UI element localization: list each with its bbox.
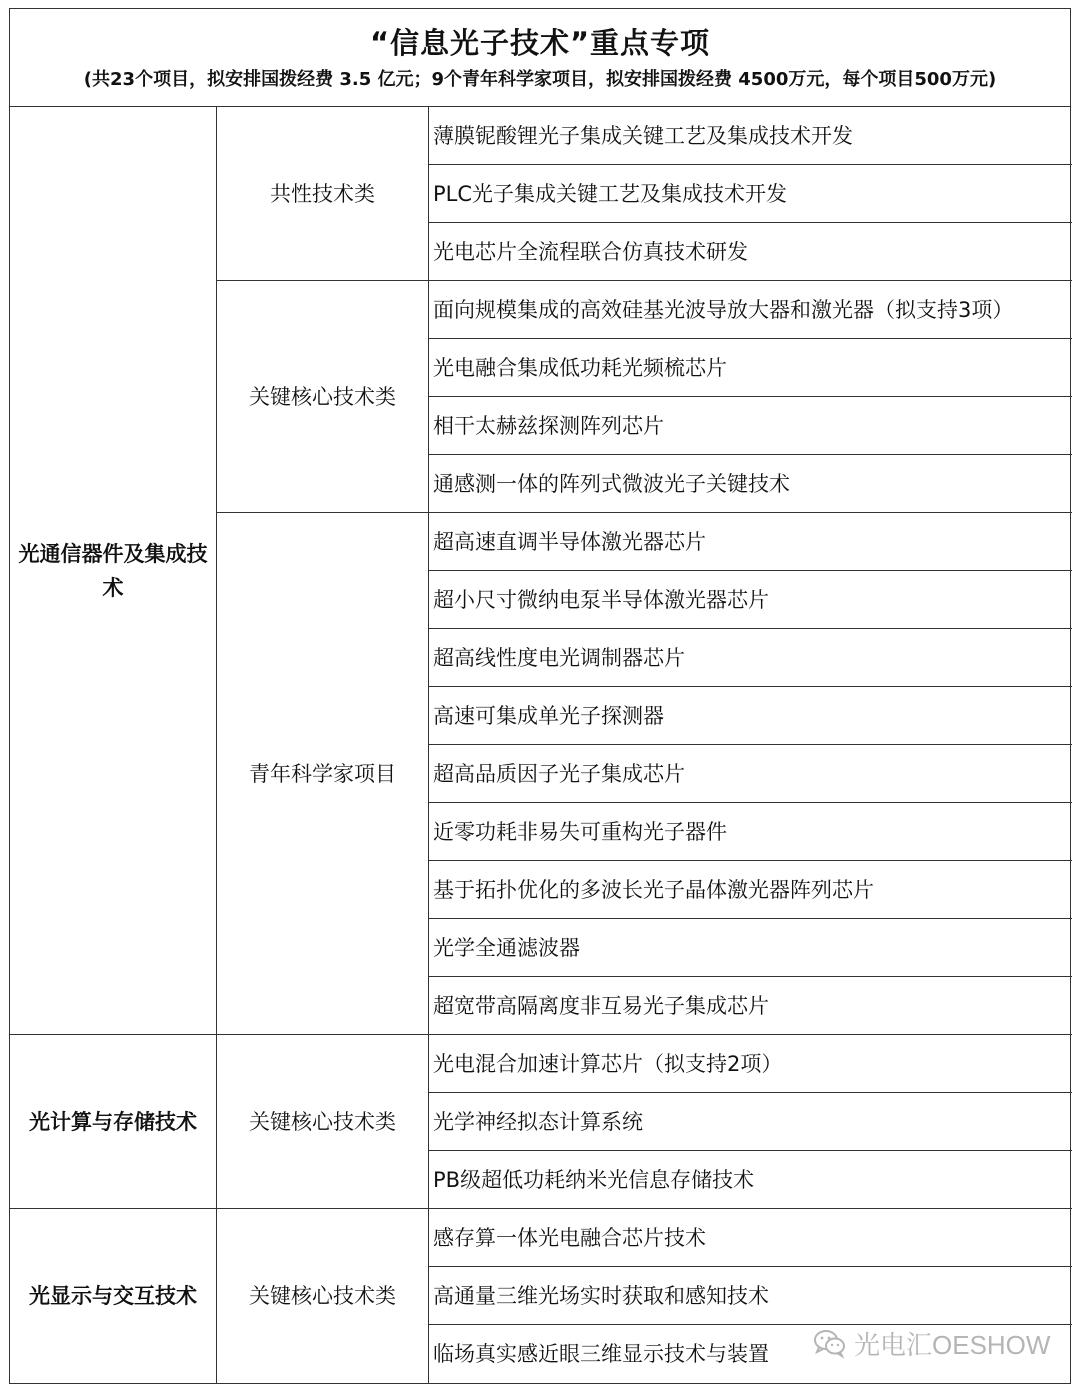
category-cell: 共性技术类 <box>217 107 429 281</box>
table-row: 感存算一体光电融合芯片技术 <box>429 1209 1072 1267</box>
project-table <box>9 8 1071 1384</box>
table-row: 光电混合加速计算芯片（拟支持2项） <box>429 1035 1072 1093</box>
domain-cell: 光计算与存储技术 <box>10 1035 217 1209</box>
domain-cell: 光显示与交互技术 <box>10 1209 217 1383</box>
category-cell: 关键核心技术类 <box>217 1035 429 1209</box>
table-row: 光电融合集成低功耗光频梳芯片 <box>429 339 1072 397</box>
category-cell: 关键核心技术类 <box>217 1209 429 1383</box>
table-row: 基于拓扑优化的多波长光子晶体激光器阵列芯片 <box>429 861 1072 919</box>
table-row: 超高线性度电光调制器芯片 <box>429 629 1072 687</box>
table-row: 光电芯片全流程联合仿真技术研发 <box>429 223 1072 281</box>
page-title: “信息光子技术”重点专项 <box>369 26 711 60</box>
table-row: 通感测一体的阵列式微波光子关键技术 <box>429 455 1072 513</box>
table-row: 面向规模集成的高效硅基光波导放大器和激光器（拟支持3项） <box>429 281 1072 339</box>
table-row: PB级超低功耗纳米光信息存储技术 <box>429 1151 1072 1209</box>
watermark <box>812 1323 1050 1363</box>
table-row: 超宽带高隔离度非互易光子集成芯片 <box>429 977 1072 1035</box>
watermark-text: 光电汇OESHOW <box>854 1329 1051 1360</box>
table-row: 高速可集成单光子探测器 <box>429 687 1072 745</box>
table-row: 高通量三维光场实时获取和感知技术 <box>429 1267 1072 1325</box>
table-row: 近零功耗非易失可重构光子器件 <box>429 803 1072 861</box>
table-row: 薄膜铌酸锂光子集成关键工艺及集成技术开发 <box>429 107 1072 165</box>
table-header <box>10 9 1070 107</box>
category-cell: 青年科学家项目 <box>217 513 429 1035</box>
domain-cell: 光通信器件及集成技术 <box>10 107 217 1035</box>
table-row: 光学神经拟态计算系统 <box>429 1093 1072 1151</box>
category-cell: 关键核心技术类 <box>217 281 429 513</box>
table-row: 相干太赫兹探测阵列芯片 <box>429 397 1072 455</box>
table-row: 超高速直调半导体激光器芯片 <box>429 513 1072 571</box>
table-row: 光学全通滤波器 <box>429 919 1072 977</box>
table-row: 超高品质因子光子集成芯片 <box>429 745 1072 803</box>
table-row: PLC光子集成关键工艺及集成技术开发 <box>429 165 1072 223</box>
page-subtitle: (共23个项目，拟安排国拨经费 3.5 亿元；9个青年科学家项目，拟安排国拨经费 4500万元，每个项目500万元) <box>83 69 997 90</box>
wechat-icon <box>812 1325 848 1361</box>
table-row: 临场真实感近眼三维显示技术与装置 <box>433 1342 769 1366</box>
table-row: 超小尺寸微纳电泵半导体激光器芯片 <box>429 571 1072 629</box>
